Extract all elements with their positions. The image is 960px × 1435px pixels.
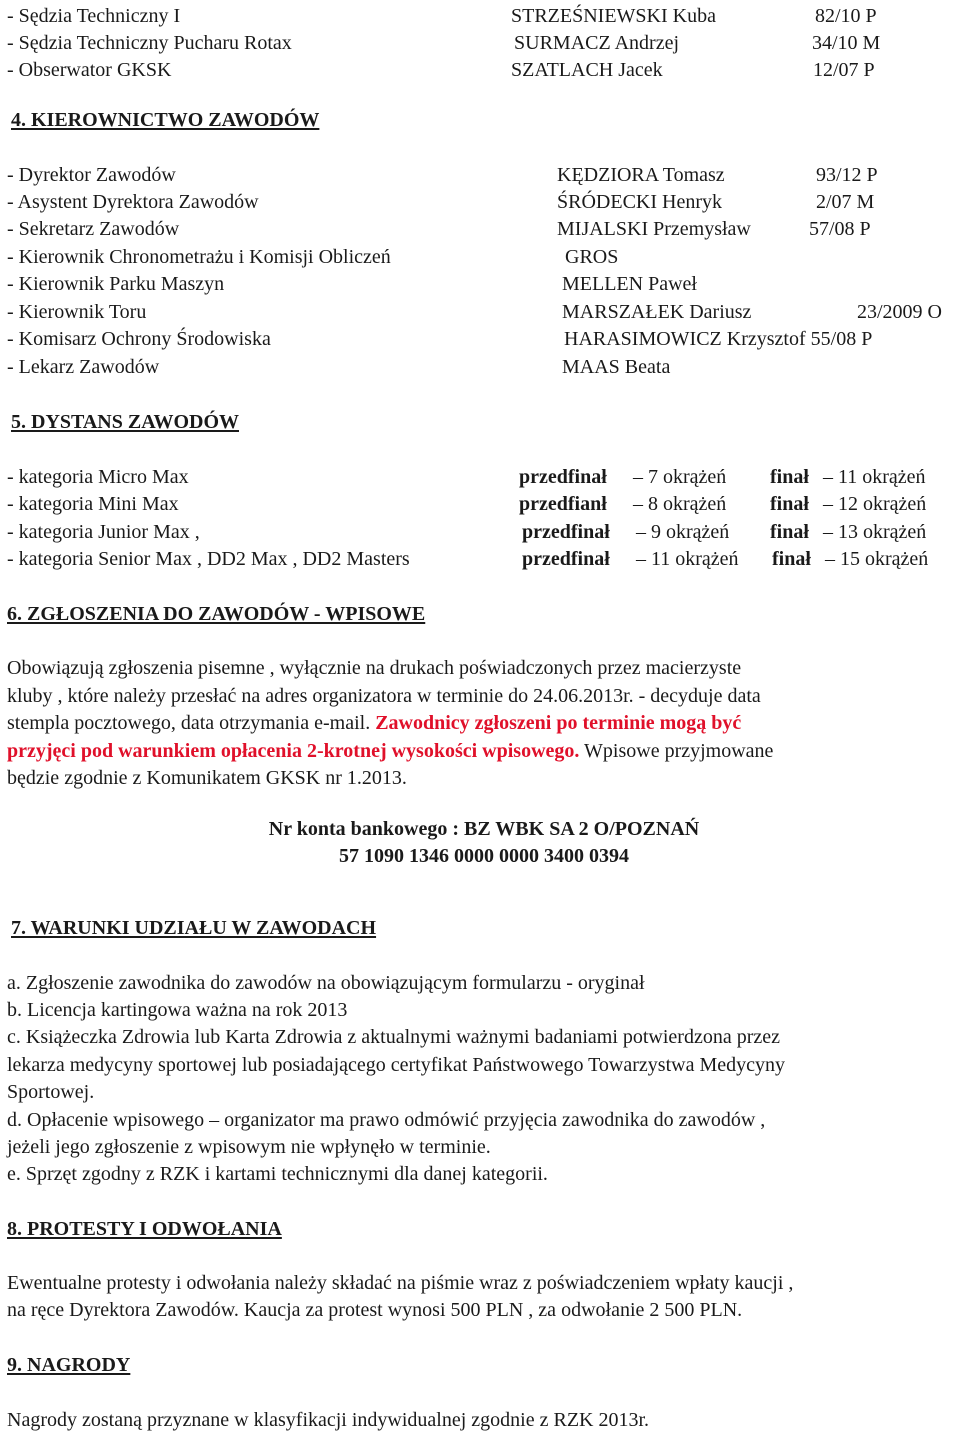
bank-account-label: Nr konta bankowego : BZ WBK SA 2 O/POZNAŃ: [268, 818, 700, 840]
distance-final-label: finał: [770, 466, 809, 488]
condition-line: c. Książeczka Zdrowia lub Karta Zdrowia z aktualnymi ważnymi badaniami potwierdzona przez: [7, 1026, 781, 1048]
distance-prefinal-laps: – 9 okrążeń: [636, 521, 730, 543]
distance-final-laps: – 13 okrążeń: [823, 521, 927, 543]
condition-line: Sportowej.: [7, 1081, 95, 1103]
paragraph-line: Nagrody zostaną przyznane w klasyfikacji indywidualnej zgodnie z RZK 2013r.: [7, 1409, 650, 1431]
official-role: - Sędzia Techniczny Pucharu Rotax: [7, 32, 292, 54]
management-code: 93/12 P: [816, 164, 878, 186]
paragraph-line: Obowiązują zgłoszenia pisemne , wyłącznie na drukach poświadczonych przez macierzyste: [7, 657, 742, 679]
official-role: - Obserwator GKSK: [7, 59, 172, 81]
distance-prefinal-laps: – 11 okrążeń: [636, 548, 739, 570]
condition-line: d. Opłacenie wpisowego – organizator ma prawo odmówić przyjęcia zawodnika do zawodów ,: [7, 1109, 766, 1131]
official-name: STRZEŚNIEWSKI Kuba: [511, 5, 716, 27]
management-name: MELLEN Paweł: [562, 273, 697, 295]
distance-prefinal-laps: – 8 okrążeń: [633, 493, 727, 515]
official-code: 12/07 P: [813, 59, 875, 81]
distance-category: - kategoria Junior Max ,: [7, 521, 200, 543]
official-code: 34/10 M: [812, 32, 881, 54]
management-role: - Komisarz Ochrony Środowiska: [7, 328, 271, 350]
paragraph-line: [7, 712, 741, 734]
highlight-text: przyjęci pod warunkiem opłacenia 2-krotnej wysokości wpisowego.: [7, 740, 580, 762]
official-role: - Sędzia Techniczny I: [7, 5, 181, 27]
section-heading: 4. KIEROWNICTWO ZAWODÓW: [11, 109, 320, 131]
management-name: MAAS Beata: [562, 356, 671, 378]
management-name: HARASIMOWICZ Krzysztof 55/08 P: [564, 328, 873, 350]
section-heading: 8. PROTESTY I ODWOŁANIA: [7, 1218, 282, 1240]
management-name: MARSZAŁEK Dariusz: [562, 301, 752, 323]
management-role: - Sekretarz Zawodów: [7, 218, 180, 240]
distance-prefinal-label: przedfianł: [519, 493, 607, 515]
distance-category: - kategoria Senior Max , DD2 Max , DD2 Masters: [7, 548, 410, 570]
paragraph-line: Ewentualne protesty i odwołania należy składać na piśmie wraz z poświadczeniem wpłaty kaucji ,: [7, 1272, 794, 1294]
distance-final-label: finał: [772, 548, 811, 570]
distance-category: - kategoria Mini Max: [7, 493, 179, 515]
paragraph-line: na ręce Dyrektora Zawodów. Kaucja za protest wynosi 500 PLN , za odwołanie 2 500 PLN.: [7, 1299, 743, 1321]
management-name: ŚRÓDECKI Henryk: [557, 191, 722, 213]
section-heading: 5. DYSTANS ZAWODÓW: [11, 411, 239, 433]
management-name: KĘDZIORA Tomasz: [557, 164, 725, 186]
section-heading: 9. NAGRODY: [7, 1354, 131, 1376]
management-code: 57/08 P: [809, 218, 871, 240]
bank-account-number: 57 1090 1346 0000 0000 3400 0394: [339, 845, 629, 867]
distance-final-label: finał: [770, 521, 809, 543]
distance-category: - kategoria Micro Max: [7, 466, 189, 488]
management-code: 23/2009 O: [857, 301, 942, 323]
condition-line: lekarza medycyny sportowej lub posiadającego certyfikat Państwowego Towarzystwa Medycyny: [7, 1054, 785, 1076]
section-heading: 7. WARUNKI UDZIAŁU W ZAWODACH: [11, 917, 377, 939]
distance-final-laps: – 11 okrążeń: [823, 466, 926, 488]
official-name: SURMACZ Andrzej: [514, 32, 679, 54]
condition-line: a. Zgłoszenie zawodnika do zawodów na obowiązującym formularzu - oryginał: [7, 972, 645, 994]
management-name: MIJALSKI Przemysław: [557, 218, 751, 240]
management-role: - Kierownik Chronometrażu i Komisji Obliczeń: [7, 246, 391, 268]
management-role: - Lekarz Zawodów: [7, 356, 160, 378]
distance-prefinal-laps: – 7 okrążeń: [633, 466, 727, 488]
management-role: - Kierownik Parku Maszyn: [7, 273, 225, 295]
distance-final-laps: – 15 okrążeń: [825, 548, 929, 570]
distance-prefinal-label: przedfinał: [522, 521, 610, 543]
highlight-text: Zawodnicy zgłoszeni po terminie mogą być: [375, 712, 742, 734]
management-code: 2/07 M: [816, 191, 875, 213]
paragraph-line: [7, 740, 773, 762]
condition-line: e. Sprzęt zgodny z RZK i kartami technicznymi dla danej kategorii.: [7, 1163, 548, 1185]
distance-final-label: finał: [770, 493, 809, 515]
paragraph-line: będzie zgodnie z Komunikatem GKSK nr 1.2013.: [7, 767, 407, 789]
section-heading: 6. ZGŁOSZENIA DO ZAWODÓW - WPISOWE: [7, 603, 426, 625]
condition-line: jeżeli jego zgłoszenie z wpisowym nie wpłynęło w terminie.: [7, 1136, 491, 1158]
paragraph-line: kluby , które należy przesłać na adres organizatora w terminie do 24.06.2013r. - decyduje data: [7, 685, 761, 707]
condition-line: b. Licencja kartingowa ważna na rok 2013: [7, 999, 348, 1021]
distance-prefinal-label: przedfinał: [522, 548, 610, 570]
paragraph-text: stempla pocztowego, data otrzymania e-mail.: [7, 712, 376, 734]
distance-prefinal-label: przedfinał: [519, 466, 607, 488]
management-role: - Asystent Dyrektora Zawodów: [7, 191, 259, 213]
official-name: SZATLACH Jacek: [511, 59, 663, 81]
management-name: GROS: [565, 246, 619, 268]
distance-final-laps: – 12 okrążeń: [823, 493, 927, 515]
paragraph-text: Wpisowe przyjmowane: [579, 740, 774, 762]
management-role: - Kierownik Toru: [7, 301, 147, 323]
management-role: - Dyrektor Zawodów: [7, 164, 176, 186]
official-code: 82/10 P: [815, 5, 877, 27]
